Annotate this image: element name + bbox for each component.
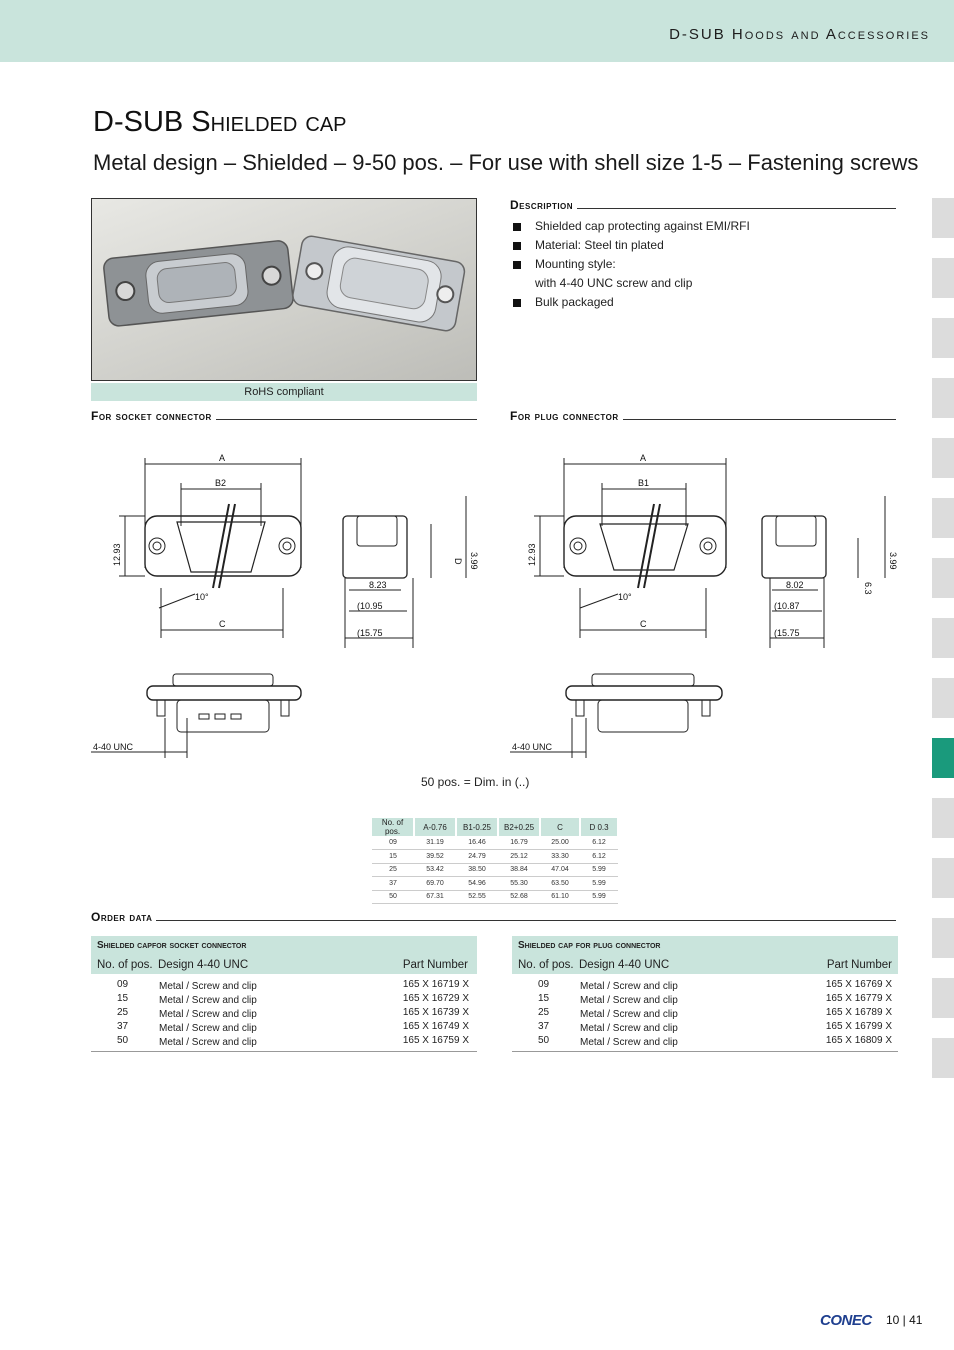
order-design: Metal / Screw and clip: [580, 1009, 678, 1020]
dim-col-header: B1-0.25: [456, 818, 498, 836]
table-cell: 16.79: [498, 836, 540, 850]
side-tab[interactable]: [932, 798, 954, 838]
dim-label: A: [219, 453, 226, 463]
order-pos: 15: [117, 993, 129, 1004]
side-tab[interactable]: [932, 618, 954, 658]
dim-label: B1: [638, 478, 650, 488]
order-design: Metal / Screw and clip: [159, 995, 257, 1006]
order-design: Metal / Screw and clip: [580, 995, 678, 1006]
table-row: [91, 992, 477, 1006]
table-cell: 61.10: [540, 890, 580, 904]
dim-label: 4-40 UNC: [512, 742, 553, 752]
order-table-header: [91, 936, 477, 974]
header-band: [0, 0, 954, 62]
dim-label: 6.3: [863, 582, 873, 595]
table-cell: 47.04: [540, 863, 580, 877]
side-tab[interactable]: [932, 198, 954, 238]
order-part-number: 165 X 16739 X: [402, 1007, 469, 1018]
col-header: Design 4-40 UNC: [579, 959, 670, 971]
dim-label: (10.87: [774, 601, 800, 611]
side-tab[interactable]: [932, 1038, 954, 1078]
page-subtitle: Metal design – Shielded – 9-50 pos. – For use with shell size 1-5 – Fastening screws: [93, 150, 919, 175]
dim-col-header: C: [540, 818, 580, 836]
dim-label: 3.99: [469, 552, 479, 570]
table-cell: 38.50: [456, 863, 498, 877]
description-item-text: Bulk packaged: [535, 295, 614, 309]
order-table-header: [512, 936, 898, 974]
divider: [91, 1048, 477, 1052]
divider: [512, 1048, 898, 1052]
order-pos: 37: [538, 1021, 550, 1032]
table-cell: 38.84: [498, 863, 540, 877]
order-design: Metal / Screw and clip: [159, 981, 257, 992]
table-cell: 55.30: [498, 877, 540, 891]
table-row: [512, 992, 898, 1006]
order-part-number: 165 X 16789 X: [825, 1007, 892, 1018]
table-cell: 09: [372, 836, 414, 850]
order-pos: 50: [538, 1035, 550, 1046]
table-cell: 52.55: [456, 890, 498, 904]
table-cell: 67.31: [414, 890, 456, 904]
side-tab[interactable]: [932, 858, 954, 898]
dim-label: (10.95: [357, 601, 383, 611]
side-tabs: [932, 198, 954, 1098]
dim-note: 50 pos. = Dim. in (..): [421, 775, 530, 789]
order-table-socket: [91, 936, 477, 1052]
col-header: No. of pos.: [97, 959, 153, 971]
dim-label: D: [453, 558, 463, 565]
description-list: [512, 217, 895, 312]
description-item: [512, 255, 895, 293]
order-table-plug: [512, 936, 898, 1052]
table-cell: 63.50: [540, 877, 580, 891]
plug-section-label: For plug connector: [510, 409, 619, 423]
table-cell: 52.68: [498, 890, 540, 904]
dim-label: 12.93: [112, 543, 122, 566]
table-cell: 24.79: [456, 850, 498, 864]
side-tab[interactable]: [932, 318, 954, 358]
dim-label: 8.23: [369, 580, 387, 590]
dim-label: 4-40 UNC: [93, 742, 134, 752]
dim-label: 8.02: [786, 580, 804, 590]
dimension-table-header: [372, 818, 618, 836]
order-pos: 50: [117, 1035, 129, 1046]
table-cell: 25.00: [540, 836, 580, 850]
table-row: [91, 1034, 477, 1048]
order-pos: 09: [538, 979, 550, 990]
col-header: Part Number: [402, 959, 468, 971]
page-number: 10 | 41: [886, 1313, 923, 1327]
table-cell: 5.99: [580, 863, 618, 877]
col-header: Part Number: [826, 959, 892, 971]
table-row: [372, 877, 618, 891]
table-cell: 31.19: [414, 836, 456, 850]
table-row: [512, 1006, 898, 1020]
dim-label: 12.93: [527, 543, 537, 566]
table-row: [91, 1020, 477, 1034]
header-title: D-SUB Hoods and Accessories: [669, 26, 930, 43]
table-cell: 25: [372, 863, 414, 877]
order-part-number: 165 X 16769 X: [825, 979, 892, 990]
dim-label: B2: [215, 478, 227, 488]
order-part-number: 165 X 16759 X: [402, 1035, 469, 1046]
order-design: Metal / Screw and clip: [580, 981, 678, 992]
description-item-text: Mounting style:: [535, 257, 616, 271]
dim-label: (15.75: [774, 628, 800, 638]
side-tab[interactable]: [932, 978, 954, 1018]
order-part-number: 165 X 16719 X: [402, 979, 469, 990]
table-cell: 39.52: [414, 850, 456, 864]
table-row: [372, 890, 618, 904]
col-header: Design 4-40 UNC: [158, 959, 249, 971]
order-part-number: 165 X 16749 X: [402, 1021, 469, 1032]
dim-label: A: [640, 453, 647, 463]
table-cell: 5.99: [580, 877, 618, 891]
dim-col-header: B2+0.25: [498, 818, 540, 836]
order-pos: 37: [117, 1021, 129, 1032]
dim-col-header: D 0.3: [580, 818, 618, 836]
side-tab-active[interactable]: [932, 738, 954, 778]
product-photo: [91, 198, 477, 381]
order-section-label: Order data: [91, 910, 153, 924]
dim-label: C: [219, 619, 226, 629]
page-title: D-SUB Shielded cap: [93, 106, 347, 138]
table-row: [91, 1006, 477, 1020]
table-row: [512, 978, 898, 992]
description-item-text: with 4-40 UNC screw and clip: [535, 276, 693, 290]
table-cell: 53.42: [414, 863, 456, 877]
table-row: [512, 1034, 898, 1048]
side-tab[interactable]: [932, 918, 954, 958]
table-cell: 5.99: [580, 890, 618, 904]
side-tab[interactable]: [932, 498, 954, 538]
dim-col-header: No. of pos.: [372, 818, 414, 836]
table-row: [512, 1020, 898, 1034]
table-row: [91, 978, 477, 992]
dim-label: (15.75: [357, 628, 383, 638]
order-design: Metal / Screw and clip: [580, 1023, 678, 1034]
order-design: Metal / Screw and clip: [159, 1037, 257, 1048]
plug-drawing: [510, 448, 910, 768]
side-tab[interactable]: [932, 558, 954, 598]
photo-caption: RoHS compliant: [91, 383, 477, 401]
side-tab[interactable]: [932, 258, 954, 298]
dim-label: C: [640, 619, 647, 629]
table-cell: 15: [372, 850, 414, 864]
order-part-number: 165 X 16729 X: [402, 993, 469, 1004]
dim-label: 3.99: [888, 552, 898, 570]
socket-section-label: For socket connector: [91, 409, 212, 423]
order-pos: 25: [117, 1007, 129, 1018]
dim-col-header: A-0.76: [414, 818, 456, 836]
order-part-number: 165 X 16809 X: [825, 1035, 892, 1046]
table-cell: 6.12: [580, 850, 618, 864]
order-part-number: 165 X 16779 X: [825, 993, 892, 1004]
order-pos: 25: [538, 1007, 550, 1018]
table-row: [372, 863, 618, 877]
description-item-text: Shielded cap protecting against EMI/RFI: [535, 219, 750, 233]
order-design: Metal / Screw and clip: [580, 1037, 678, 1048]
table-cell: 16.46: [456, 836, 498, 850]
col-header: No. of pos.: [518, 959, 574, 971]
dim-label: 10°: [195, 592, 209, 602]
order-table-title: Shielded cap for plug connector: [518, 940, 661, 951]
side-tab[interactable]: [932, 678, 954, 718]
table-cell: 25.12: [498, 850, 540, 864]
table-cell: 33.30: [540, 850, 580, 864]
table-row: [372, 850, 618, 864]
dim-label: 10°: [618, 592, 632, 602]
order-table-title: Shielded capfor socket connector: [97, 940, 247, 951]
order-part-number: 165 X 16799 X: [825, 1021, 892, 1032]
order-design: Metal / Screw and clip: [159, 1023, 257, 1034]
side-tab[interactable]: [932, 438, 954, 478]
description-item: [512, 217, 895, 236]
order-pos: 15: [538, 993, 550, 1004]
conec-logo: CONEC: [820, 1312, 872, 1329]
order-pos: 09: [117, 979, 129, 990]
table-cell: 50: [372, 890, 414, 904]
table-cell: 54.96: [456, 877, 498, 891]
socket-drawing: [91, 448, 491, 768]
description-item: [512, 236, 895, 255]
plug-section-heading: [510, 409, 896, 423]
table-row: [372, 836, 618, 850]
table-cell: 69.70: [414, 877, 456, 891]
socket-section-heading: [91, 409, 477, 423]
description-heading: [510, 198, 896, 212]
dimension-table: [372, 818, 619, 904]
order-design: Metal / Screw and clip: [159, 1009, 257, 1020]
side-tab[interactable]: [932, 378, 954, 418]
table-cell: 6.12: [580, 836, 618, 850]
description-item: [512, 293, 895, 312]
table-cell: 37: [372, 877, 414, 891]
description-heading-label: Description: [510, 198, 574, 212]
description-item-text: Material: Steel tin plated: [535, 238, 664, 252]
order-section-heading: [91, 910, 896, 924]
